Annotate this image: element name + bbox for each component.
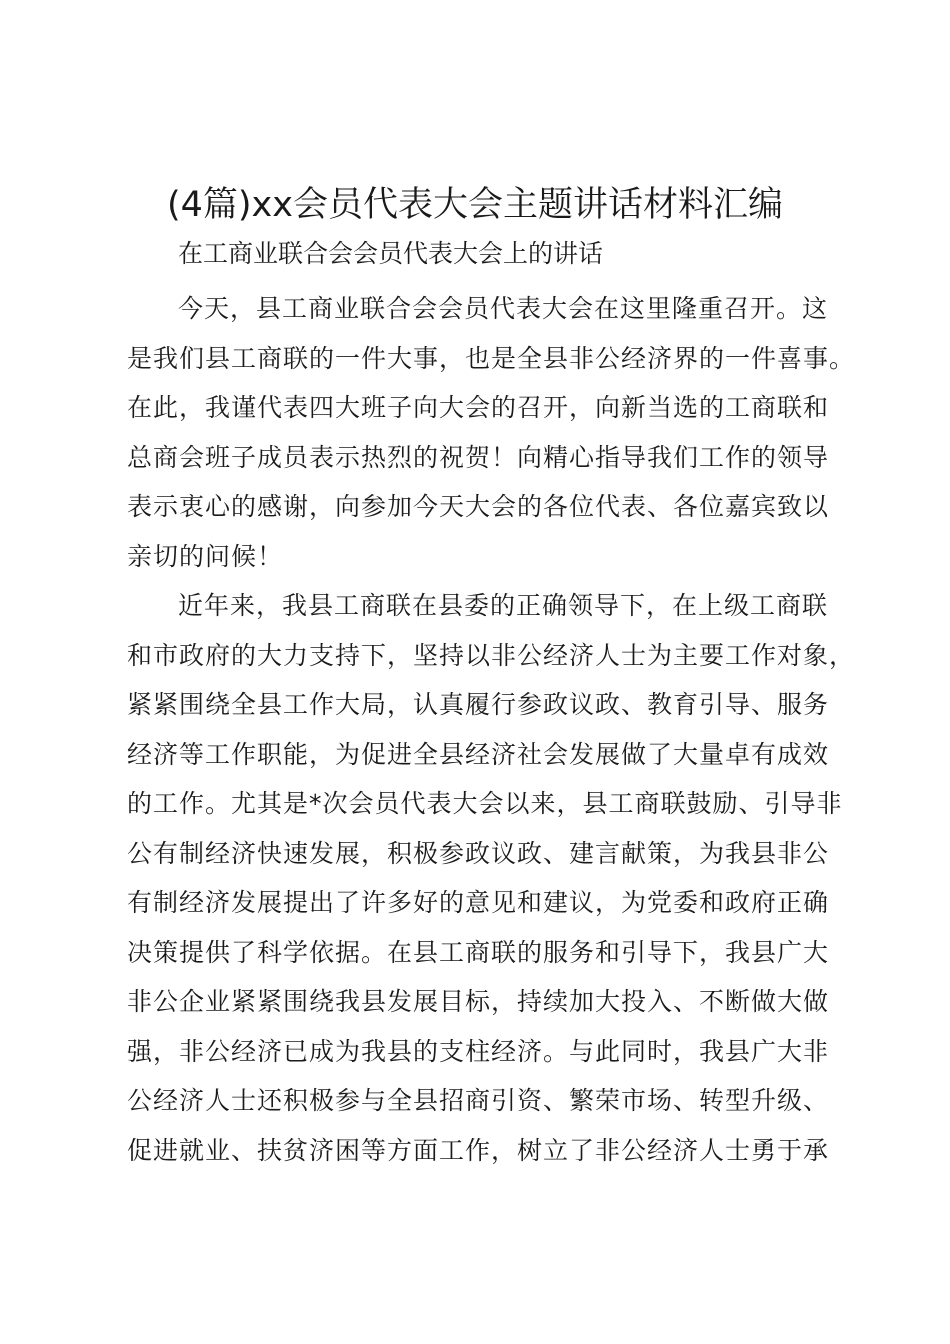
text-line: 的工作。尤其是*次会员代表大会以来，县工商联鼓励、引导非	[127, 789, 843, 818]
document-title: (4篇)xx会员代表大会主题讲话材料汇编	[166, 185, 783, 225]
document-subtitle: 在工商业联合会会员代表大会上的讲话	[178, 239, 604, 268]
paragraph-1	[127, 284, 856, 581]
text-line: 亲切的问候！	[127, 541, 284, 571]
text-line: 紧紧围绕全县工作大局，认真履行参政议政、教育引导、服务	[127, 690, 830, 719]
text-line: 今天，县工商业联合会会员代表大会在这里隆重召开。这	[178, 294, 829, 323]
document-body	[127, 284, 856, 1175]
text-line: 有制经济发展提出了许多好的意见和建议，为党委和政府正确	[127, 888, 830, 917]
text-line: 近年来，我县工商联在县委的正确领导下，在上级工商联	[178, 591, 829, 620]
text-line: 公经济人士还积极参与全县招商引资、繁荣市场、转型升级、	[127, 1086, 830, 1115]
text-line: 经济等工作职能，为促进全县经济社会发展做了大量卓有成效	[127, 739, 830, 769]
text-line: 公有制经济快速发展，积极参政议政、建言献策，为我县非公	[127, 838, 830, 868]
text-line: 决策提供了科学依据。在县工商联的服务和引导下，我县广大	[127, 937, 830, 967]
text-line: 非公企业紧紧围绕我县发展目标，持续加大投入、不断做大做	[127, 987, 830, 1016]
text-line: 表示衷心的感谢，向参加今天大会的各位代表、各位嘉宾致以	[127, 492, 830, 521]
text-line: 是我们县工商联的一件大事，也是全县非公经济界的一件喜事。	[127, 343, 856, 373]
text-line: 在此，我谨代表四大班子向大会的召开，向新当选的工商联和	[127, 393, 830, 422]
text-line: 促进就业、扶贫济困等方面工作，树立了非公经济人士勇于承	[127, 1135, 830, 1165]
text-line: 总商会班子成员表示热烈的祝贺！向精心指导我们工作的领导	[127, 442, 830, 472]
text-line: 强，非公经济已成为我县的支柱经济。与此同时，我县广大非	[127, 1036, 830, 1066]
paragraph-2	[127, 581, 856, 1175]
text-line: 和市政府的大力支持下，坚持以非公经济人士为主要工作对象，	[127, 640, 856, 670]
